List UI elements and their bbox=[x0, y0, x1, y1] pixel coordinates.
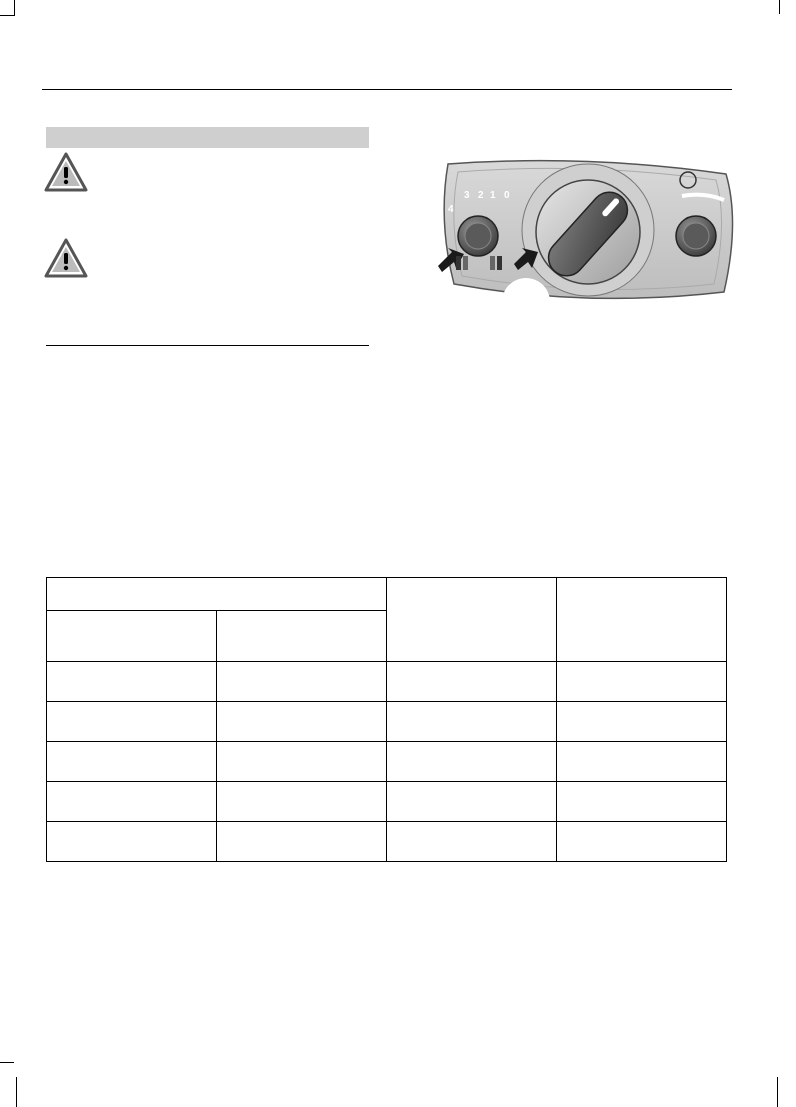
table-header-row bbox=[47, 578, 727, 611]
table-cell bbox=[557, 702, 727, 742]
table-cell bbox=[47, 702, 217, 742]
table-cell bbox=[557, 782, 727, 822]
table-cell bbox=[387, 782, 557, 822]
table-row bbox=[47, 782, 727, 822]
table-cell bbox=[217, 782, 387, 822]
crop-mark bbox=[0, 1062, 14, 1063]
table-cell bbox=[47, 662, 217, 702]
lighting-control-panel-illustration bbox=[434, 152, 740, 312]
crop-mark bbox=[777, 1077, 778, 1107]
table-subheader-cell bbox=[47, 611, 217, 662]
table-cell bbox=[387, 702, 557, 742]
table-cell bbox=[47, 742, 217, 782]
table-subheader-cell bbox=[217, 611, 387, 662]
warning-triangle-icon bbox=[44, 152, 88, 192]
table-cell bbox=[217, 662, 387, 702]
dial-scale-4: 4 bbox=[448, 204, 454, 215]
table-cell bbox=[217, 822, 387, 862]
dial-scale-2: 2 bbox=[478, 190, 484, 201]
table-header-cell bbox=[557, 578, 727, 662]
dial-scale-0: 0 bbox=[504, 190, 510, 201]
table-cell bbox=[47, 782, 217, 822]
dial-scale-1: 1 bbox=[490, 190, 496, 201]
crop-mark bbox=[14, 0, 15, 16]
dial-scale-3: 3 bbox=[464, 190, 470, 201]
table-cell bbox=[387, 822, 557, 862]
table-cell bbox=[557, 742, 727, 782]
table-row bbox=[47, 662, 727, 702]
table-row bbox=[47, 742, 727, 782]
table-header-cell bbox=[47, 578, 387, 611]
header-rule bbox=[42, 89, 732, 90]
table-cell bbox=[557, 662, 727, 702]
table-row bbox=[47, 702, 727, 742]
table-cell bbox=[387, 742, 557, 782]
table-header-cell bbox=[387, 578, 557, 662]
crop-mark bbox=[0, 15, 15, 16]
table-cell bbox=[217, 742, 387, 782]
crop-mark bbox=[16, 1077, 17, 1107]
table-cell bbox=[47, 822, 217, 862]
crop-mark bbox=[779, 0, 780, 14]
table-row bbox=[47, 822, 727, 862]
table-cell bbox=[217, 702, 387, 742]
table-cell bbox=[387, 662, 557, 702]
warning-header-bar bbox=[46, 127, 369, 148]
warning-section-end-rule bbox=[46, 345, 369, 346]
specification-table bbox=[46, 577, 727, 862]
table-cell bbox=[557, 822, 727, 862]
warning-triangle-icon bbox=[44, 238, 88, 278]
